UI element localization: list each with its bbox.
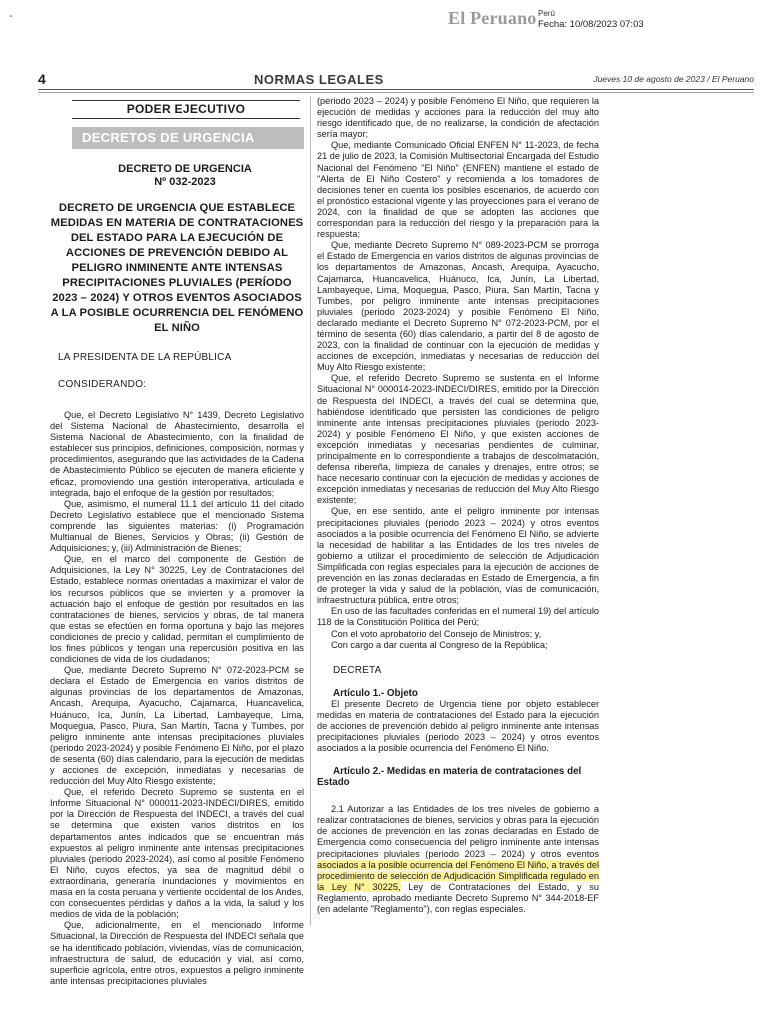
paragraph: Con cargo a dar cuenta al Congreso de la República; [331, 639, 548, 650]
article-2-heading: Artículo 2.- Medidas en materia de contrataciones del Estado [317, 766, 582, 789]
paragraph: Con el voto aprobatorio del Consejo de Ministros; y, [331, 628, 542, 639]
highlighted-text: asociados a la posible ocurrencia del Fenómeno El Niño, a través del procedimiento de selección de Adjudicación Simplificada regulado en la Ley N° 30225, [317, 859, 599, 892]
paragraph: Que, asimismo, el numeral 11.1 del artículo 11 del citado Decreto Legislativo establece que el mencionado Sistema comprende las siguientes materias: (i) Programación Multianual de Bienes, Servicios y Obras; (ii) Gestión de Adquisiciones; y, (iii) Administración de Bienes; [50, 498, 304, 554]
poder-ejecutivo-heading: PODER EJECUTIVO [72, 100, 300, 119]
decree-number-line2: Nº 032-2023 [154, 176, 216, 188]
article-1-heading: Artículo 1.- Objeto [333, 687, 418, 699]
considerando-heading: CONSIDERANDO: [58, 379, 147, 390]
page-number: 4 [38, 71, 46, 87]
article-2-body [317, 804, 599, 915]
masthead-date: Fecha: 10/08/2023 07:03 [538, 19, 644, 30]
decreta-heading: DECRETA [333, 664, 382, 676]
right-body-text [317, 96, 599, 651]
paragraph: Que, en ese sentido, ante el peligro inminente por intensas precipitaciones pluviales (periodo 2023 – 2024) y otros eventos asociados a la posible ocurrencia del Fenómeno El Niño, se advierte la necesidad de habilitar a las Entidades de los tres niveles de gobierno a utilizar el procedimiento de selección de Adjudicación Simplificada con reglas especiales para la ejecución de acciones de prevención en las zonas declaradas en Estado de Emergencia, a fin de proteger la vida y salud de la población, vías de comunicación, infraestructura pública, entre otros; [317, 506, 599, 606]
left-body-text [36, 410, 304, 987]
decree-number [36, 163, 304, 189]
left-column [36, 96, 304, 1006]
article-2-text: 2.1 Autorizar a las Entidades de los tres niveles de gobierno a realizar contrataciones de bienes, servicios y obras para la ejecución de acciones de prevención en las zonas declaradas en Estado de Emergencia como consecuencia del peligro inminente ante intensas precipitaciones pluviales (periodo 2023 – 2024) y otros eventos [317, 804, 599, 859]
paragraph: Que, mediante Decreto Supremo N° 072-2023-PCM se declara el Estado de Emergencia en varios distritos de algunas provincias de los departamentos de Amazonas, Ancash, Arequipa, Ayacucho, Cajamarca, Huancavelica, Huánuco, Ica, Junín, La Libertad, Lambayeque, Lima, Moquegua, Pasco, Piura, San Martín, Tacna y Tumbes, por peligro inminente ante intensas precipitaciones pluviales (periodo 2023-2024) y posible Fenómeno El Niño, por el plazo de sesenta (60) días calendario, para la ejecución de medidas y acciones de excepción, inmediatas y necesarias de reducción del Muy Alto Riesgo existente; [50, 665, 304, 787]
running-date: Jueves 10 de agosto de 2023 / El Peruano [593, 74, 754, 84]
decree-number-line1: DECRETO DE URGENCIA [118, 163, 252, 175]
article-2-text-end: Ley de Contrataciones del Estado, y su Reglamento, aprobado mediante Decreto Supremo N° 344-2018-EF (en adelante "Reglamento"), con reglas especiales. [317, 881, 599, 914]
paragraph: Que, el referido Decreto Supremo se sustenta en el Informe Situacional N° 000011-2023-INDECI/DIRES, emitido por la Dirección de Respuesta del INDECI, a través del cual se determina que existen varios distritos en los departamentos antes indicados que se encuentran más expuestos al peligro inminente ante intensas precipitaciones pluviales (periodo 2023-2024), así como al posible Fenómeno El Niño, cuyos efectos, ya sea de magnitud débil o extraordinaria, generaría inundaciones y movimientos en masa en la costa peruana y vertiente occidental de los Andes, con consecuentes pérdidas y daños a la vida, la salud y los medios de vida de la población; [50, 787, 304, 920]
paragraph: Que, adicionalmente, en el mencionado Informe Situacional, la Dirección de Respuesta del INDECI señala que se ha identificado población, viviendas, vías de comunicación, infraestructura de salud, de educación y vial, así como, superficie agrícola, entre otros, expuestos a peligro inminente ante intensas precipitaciones pluviales [50, 920, 304, 986]
corner-mark: - [9, 10, 13, 22]
right-column [317, 96, 599, 1006]
presidenta-line: LA PRESIDENTA DE LA REPÚBLICA [58, 352, 232, 363]
header-rule [38, 89, 754, 90]
paragraph: En uso de las facultades conferidas en el numeral 19) del artículo 118 de la Constitución Política del Perú; [317, 606, 599, 628]
masthead-country: Perú [538, 9, 555, 18]
paragraph: (periodo 2023 – 2024) y posible Fenómeno El Niño, que requieren la ejecución de medidas y acciones para la reducción del muy alto riesgo identificado que, de no realizarse, la condición de afectación sería mayor; [317, 96, 599, 140]
paragraph: Que, el Decreto Legislativo N° 1439, Decreto Legislativo del Sistema Nacional de Abastecimiento, desarrolla el Sistema Nacional de Abastecimiento, con la finalidad de establecer sus principios, definiciones, composición, normas y procedimientos, asegurando que las actividades de la Cadena de Abastecimiento Público se ejecuten de manera eficiente y eficaz, promoviendo una gestión interoperativa, articulada e integrada, bajo el enfoque de la gestión por resultados; [50, 410, 304, 498]
section-title: NORMAS LEGALES [254, 72, 384, 87]
paragraph: Que, en el marco del componente de Gestión de Adquisiciones, la Ley N° 30225, Ley de Contrataciones del Estado, establece normas orientadas a maximizar el valor de los recursos públicos que se invierten y a promover la actuación bajo el enfoque de gestión por resultados en las contrataciones de bienes, servicios y obras, de tal manera que estas se efectúen en forma oportuna y bajo las mejores condiciones de precio y calidad, permitan el cumplimiento de los fines públicos y tengan una repercusión positiva en las condiciones de vida de los ciudadanos; [50, 554, 304, 665]
paragraph: Que, mediante Decreto Supremo N° 089-2023-PCM se prorroga el Estado de Emergencia en varios distritos de algunas provincias de los departamentos de Amazonas, Ancash, Arequipa, Ayacucho, Cajamarca, Huancavelica, Huánuco, Ica, Junín, La Libertad, Lambayeque, Lima, Moquegua, Pasco, Piura, San Martín, Tacna y Tumbes, por peligro inminente ante intensas precipitaciones pluviales (periodo 2023-2024) y posible Fenómeno El Niño, declarado mediante el Decreto Supremo N° 072-2023-PCM, por el término de sesenta (60) días calendario, a partir del 8 de agosto de 2023, con la finalidad de continuar con la ejecución de medidas y acciones de excepción, inmediatas y necesarias de reducción del Muy Alto Riesgo existente; [317, 240, 599, 373]
paragraph: Que, el referido Decreto Supremo se sustenta en el Informe Situacional N° 000014-2023-INDECI/DIRES, emitido por la Dirección de Respuesta del INDECI, a través del cual se determina que, habiéndose identificado que persisten las condiciones de peligro inminente ante intensas precipitaciones pluviales (periodo 2023-2024) y posible Fenómeno El Niño, y que existen acciones de excepción inmediatas y necesarias pendientes de culminar, principalmente en lo correspondiente a trabajos de descolmatación, defensa ribereña, limpieza de canales y drenajes, entre otros; se hace necesario continuar con la ejecución de medidas y acciones de excepción inmediatas y necesarias de reducción del Muy Alto Riesgo existente; [317, 373, 599, 506]
column-divider [310, 96, 311, 926]
running-head [38, 70, 754, 88]
paragraph: El presente Decreto de Urgencia tiene por objeto establecer medidas en materia de contrataciones del Estado para la ejecución de acciones de prevención debido al peligro inminente ante intensas precipitaciones pluviales (periodo 2023 – 2024) y otros eventos asociados a la posible ocurrencia del Fenómeno El Niño. [317, 698, 599, 754]
paragraph: Que, mediante Comunicado Oficial ENFEN N° 11-2023, de fecha 21 de julio de 2023, la Comisión Multisectorial Encargada del Estudio Nacional del Fenómeno "El Niño" (ENFEN) mantiene el estado de "Alerta de El Niño Costero" y recomienda a los tomadores de decisiones tener en cuenta los posibles escenarios, de acuerdo con el pronóstico estacional vigente y las proyecciones para el verano de 2024, con la finalidad de que se adopten las acciones que correspondan para la reducción del riesgo y la preparación para la respuesta; [317, 140, 599, 240]
decretos-de-urgencia-bar: DECRETOS DE URGENCIA [72, 127, 304, 149]
decree-title: DECRETO DE URGENCIA QUE ESTABLECE MEDIDAS EN MATERIA DE CONTRATACIONES DEL ESTADO PARA LA EJECUCIÓN DE ACCIONES DE PREVENCIÓN DEBIDO AL PELIGRO INMINENTE ANTE INTENSAS PRECIPITACIONES PLUVIALES (PERÍODO 2023 – 2024) Y OTROS EVENTOS ASOCIADOS A LA POSIBLE OCURRENCIA DEL FENÓMENO EL NIÑO [50, 202, 304, 334]
header-rule-thin [38, 92, 754, 93]
paragraph [317, 804, 599, 915]
article-1-body [317, 699, 599, 754]
el-peruano-logo: El Peruano [448, 8, 537, 28]
